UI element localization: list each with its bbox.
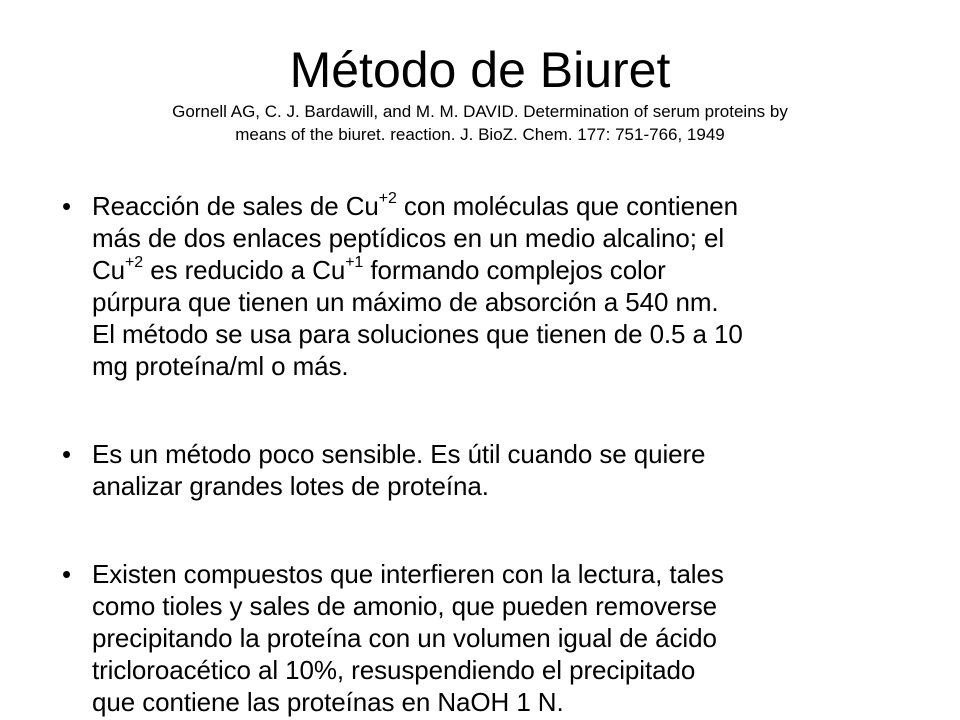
superscript: +2	[378, 190, 397, 208]
bullet-line: que contiene las proteínas en NaOH 1 N.	[92, 687, 564, 717]
slide-title: Método de Biuret	[289, 42, 671, 98]
bullet-line: Existen compuestos que interfieren con la lectura, tales	[92, 559, 724, 589]
citation	[60, 100, 900, 146]
superscript: +2	[125, 254, 144, 272]
bullet-line: Es un método poco sensible. Es útil cuando se quiere	[92, 439, 706, 469]
bullet-item-sensitivity	[60, 438, 920, 502]
bullet-line: más de dos enlaces peptídicos en un medio alcalino; el	[92, 223, 724, 253]
bullet-list	[60, 190, 920, 718]
bullet-line: analizar grandes lotes de proteína.	[92, 471, 489, 501]
bullet-line: mg proteína/ml o más.	[92, 351, 349, 381]
bullet-line: tricloroacético al 10%, resuspendiendo el precipitado	[92, 655, 696, 685]
text-segment: Cu	[92, 255, 126, 285]
bullet-item-biuret-reaction	[60, 190, 920, 382]
superscript: +1	[345, 254, 364, 272]
bullet-line	[92, 190, 920, 222]
bullet-line: El método se usa para soluciones que tienen de 0.5 a 10	[92, 319, 743, 349]
bullet-dot-icon: •	[62, 439, 72, 469]
bullet-line: púrpura que tienen un máximo de absorción a 540 nm.	[92, 287, 719, 317]
bullet-line: como tioles y sales de amonio, que pueden removerse	[92, 591, 718, 621]
text-segment: es reducido a Cu	[143, 255, 346, 285]
bullet-dot-icon: •	[62, 559, 72, 589]
citation-line-1: Gornell AG, C. J. Bardawill, and M. M. DAVID. Determination of serum proteins by	[172, 102, 788, 121]
bullet-line: precipitando la proteína con un volumen igual de ácido	[92, 623, 717, 653]
bullet-line	[92, 254, 920, 286]
text-segment: Reacción de sales de Cu	[92, 191, 379, 221]
text-segment: con moléculas que contienen	[396, 191, 739, 221]
bullet-item-interferences	[60, 558, 920, 718]
bullet-dot-icon: •	[62, 191, 72, 221]
citation-line-2: means of the biuret. reaction. J. BioZ. Chem. 177: 751-766, 1949	[235, 125, 725, 144]
text-segment: formando complejos color	[363, 255, 666, 285]
title-block	[60, 42, 900, 146]
